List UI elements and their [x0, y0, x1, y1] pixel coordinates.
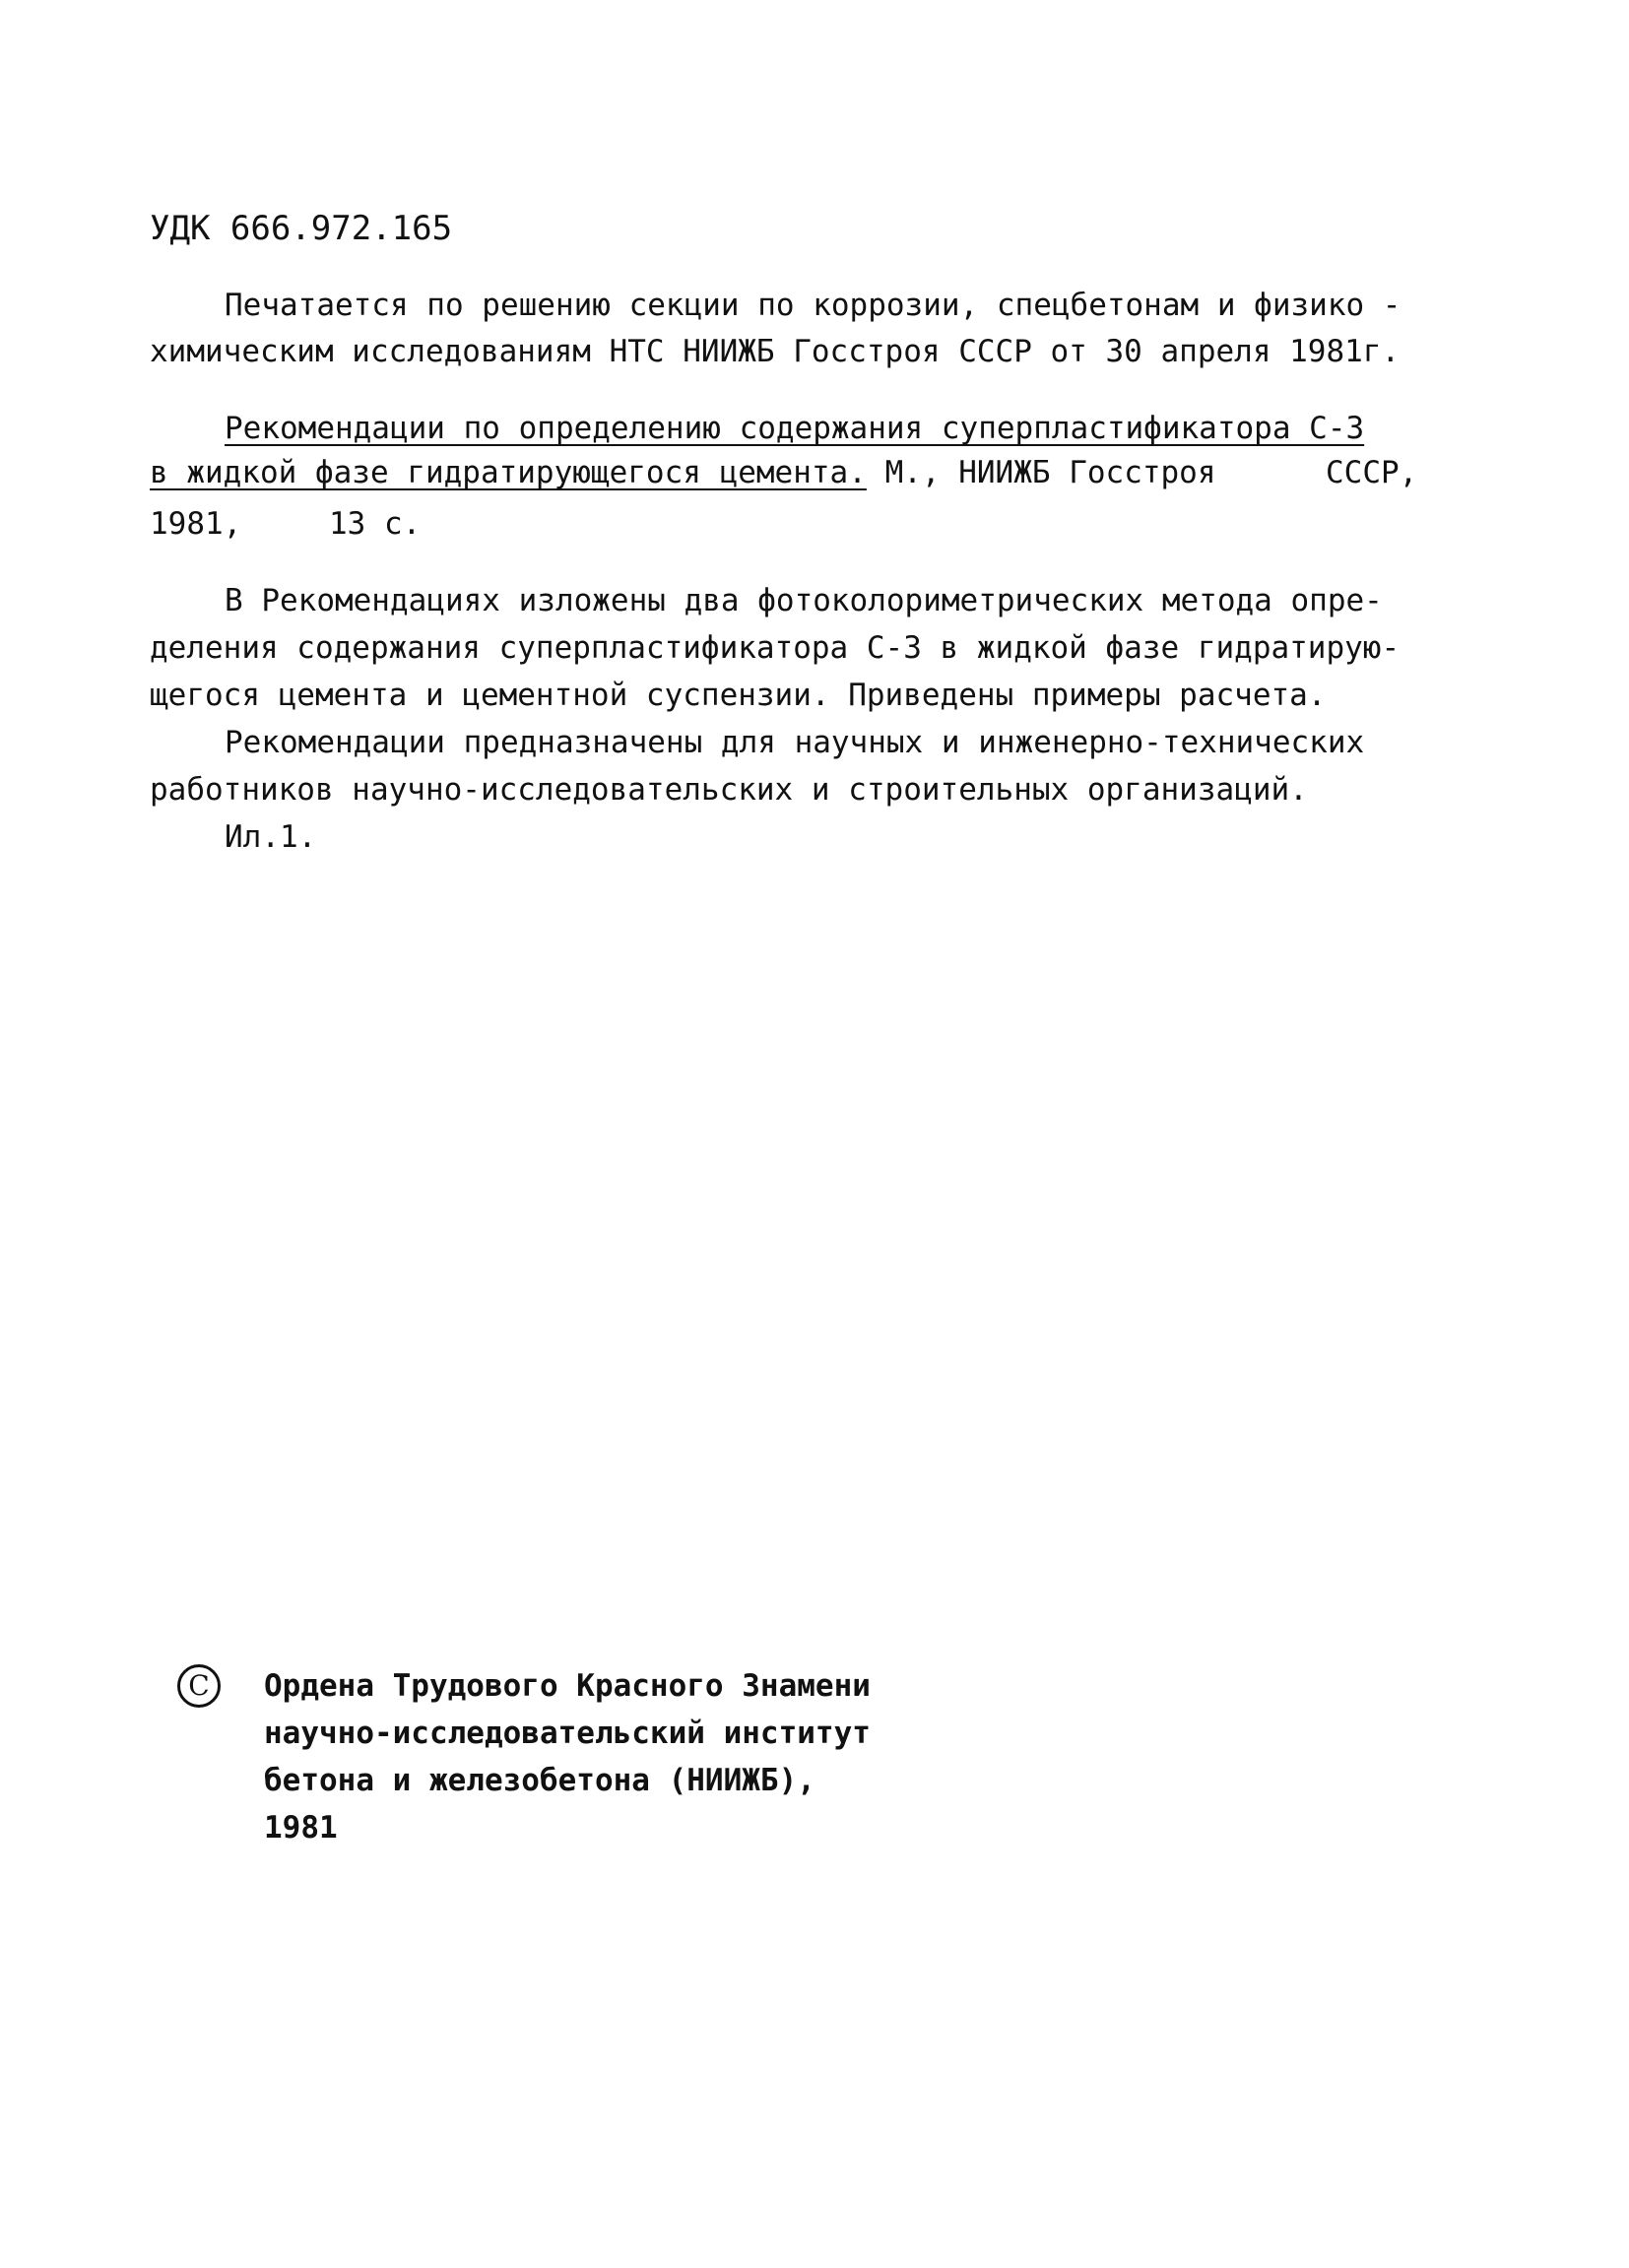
copyright-line-3: бетона и железобетона (НИИЖБ),: [264, 1763, 815, 1798]
copyright-line-4: 1981: [264, 1810, 338, 1846]
abstract-p1-line-3: щегося цемента и цементной суспензии. Приведены примеры расчета.: [150, 678, 1327, 713]
citation-publisher: М., НИИЖБ Госстроя: [884, 455, 1216, 490]
abstract-p1-line-1: В Рекомендациях изложены два фотоколориметрических метода опре-: [225, 583, 1383, 618]
print-notice-line-1: Печатается по решению секции по коррозии, спецбетонам и физико -: [225, 288, 1401, 323]
print-notice-line-2: химическим исследованиям НТС НИИЖБ Госстроя СССР от 30 апреля 1981г.: [150, 334, 1401, 369]
copyright-icon: C: [177, 1664, 221, 1708]
abstract-illustrations: Ил.1.: [225, 819, 317, 855]
abstract-p2-line-1: Рекомендации предназначены для научных и инженерно-технических: [225, 725, 1365, 760]
citation-pages: 13 с.: [329, 506, 422, 542]
abstract-p2-line-2: работников научно-исследовательских и строительных организаций.: [150, 772, 1308, 808]
citation-title-line-2: в жидкой фазе гидратирующегося цемента.: [150, 455, 867, 490]
abstract-p1-line-2: деления содержания суперпластификатора С-3 в жидкой фазе гидратирую-: [150, 630, 1401, 666]
citation-publisher-country: СССР,: [1326, 455, 1418, 490]
citation-year: 1981,: [150, 506, 242, 542]
citation-line-2: [150, 451, 1216, 494]
udk-code: УДК 666.972.165: [150, 209, 453, 248]
copyright-line-2: научно-исследовательский институт: [264, 1716, 871, 1751]
copyright-line-1: Ордена Трудового Красного Знамени: [264, 1668, 871, 1704]
citation-title-line-1: Рекомендации по определению содержания суперпластификатора С-3: [225, 411, 1365, 446]
